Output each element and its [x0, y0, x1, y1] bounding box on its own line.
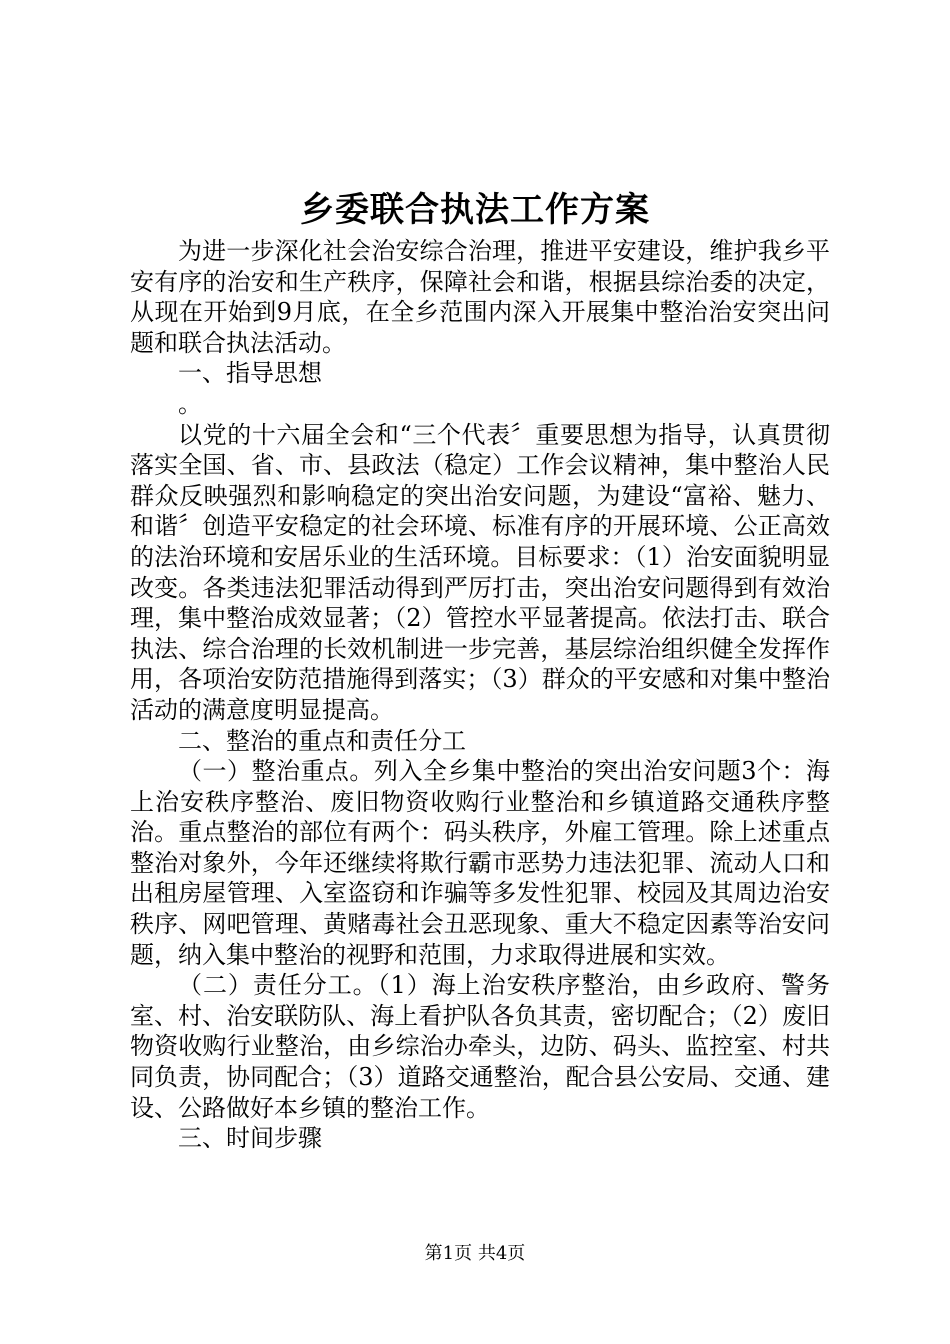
document-title: 乡委联合执法工作方案	[300, 190, 650, 230]
section-heading-guiding-ideology: 一、指导思想	[178, 359, 322, 388]
intro-paragraph: 为进一步深化社会治安综合治理，推进平安建设，维护我乡平安有序的治安和生产秩序，保障社会和谐，根据县综治委的决定，从现在开始到9月底，在全乡范围内深入开展集中整治治安突出问题和联合执法活动。	[130, 237, 830, 357]
responsibility-paragraph: （二）责任分工。（1）海上治安秩序整治，由乡政府、警务室、村、治安联防队、海上看护队各负其责，密切配合；（2）废旧物资收购行业整治，由乡综治办牵头，边防、码头、监控室、村共同负责，协同配合；（3）道路交通整治，配合县公安局、交通、建设、公路做好本乡镇的整治工作。	[130, 971, 830, 1122]
document-body	[130, 236, 830, 1154]
guiding-ideology-paragraph: 以党的十六届全会和“三个代表〞重要思想为指导，认真贯彻落实全国、省、市、县政法（稳定）工作会议精神，集中整治人民群众反映强烈和影响稳定的突出治安问题，为建设“富裕、魅力、和谐〞创造平安稳定的社会环境、标准有序的开展环境、公正高效的法治环境和安居乐业的生活环境。目标要求：（1）治安面貌明显改变。各类违法犯罪活动得到严厉打击，突出治安问题得到有效治理，集中整治成效显著；（2）管控水平显著提高。依法打击、联合执法、综合治理的长效机制进一步完善，基层综治组织健全发挥作用，各项治安防范措施得到落实；（3）群众的平安感和对集中整治活动的满意度明显提高。	[130, 420, 830, 724]
focus-paragraph: （一）整治重点。列入全乡集中整治的突出治安问题3个：海上治安秩序整治、废旧物资收购行业整治和乡镇道路交通秩序整治。重点整治的部位有两个：码头秩序，外雇工管理。除上述重点整治对象外，今年还继续将欺行霸市恶势力违法犯罪、流动人口和出租房屋管理、入室盗窃和诈骗等多发性犯罪、校园及其周边治安秩序、网吧管理、黄赌毒社会丑恶现象、重大不稳定因素等治安问题，纳入集中整治的视野和范围，力求取得进展和实效。	[130, 757, 830, 969]
page-number-footer: 第1页 共4页	[424, 1243, 526, 1264]
section-heading-time-steps: 三、时间步骤	[178, 1124, 322, 1153]
punctuation-line: 。	[178, 389, 202, 418]
section-heading-focus-responsibility: 二、整治的重点和责任分工	[178, 726, 466, 755]
